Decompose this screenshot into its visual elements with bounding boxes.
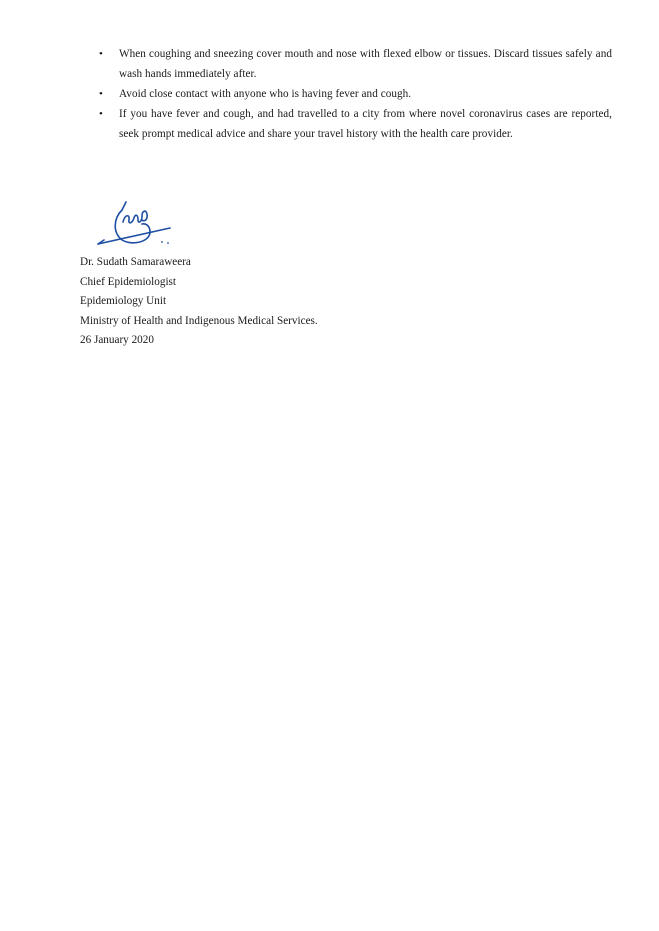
- bullet-text: Avoid close contact with anyone who is having fever and cough.: [119, 88, 412, 100]
- bullet-text: When coughing and sneezing cover mouth and nose with flexed elbow or tissues. Discard tissues safely and wash hands immediately after.: [119, 48, 612, 80]
- signatory-ministry: Ministry of Health and Indigenous Medical Services.: [80, 314, 318, 327]
- signatory-title: Chief Epidemiologist: [80, 275, 177, 288]
- signatory-block: [80, 253, 318, 351]
- signature-underline-stroke: [98, 228, 170, 244]
- bullet-item: [96, 84, 612, 104]
- signatory-unit: Epidemiology Unit: [80, 295, 167, 308]
- advice-bullet-list: [96, 44, 612, 144]
- signature-flourish-stroke: [122, 202, 147, 223]
- signature-dot: [161, 241, 163, 243]
- signature-loop-stroke: [115, 210, 150, 243]
- bullet-item: [96, 104, 612, 144]
- bullet-icon: •: [99, 48, 103, 60]
- document-date: 26 January 2020: [80, 334, 154, 347]
- signature-dot: [167, 242, 169, 244]
- bullet-icon: •: [99, 88, 103, 100]
- handwritten-signature: [92, 196, 192, 252]
- bullet-icon: •: [99, 108, 103, 120]
- signatory-name: Dr. Sudath Samaraweera: [80, 256, 191, 268]
- bullet-text: If you have fever and cough, and had travelled to a city from where novel coronavirus cases are reported, seek prompt medical advice and share your travel history with the health care provider.: [119, 108, 612, 140]
- bullet-item: [96, 44, 612, 84]
